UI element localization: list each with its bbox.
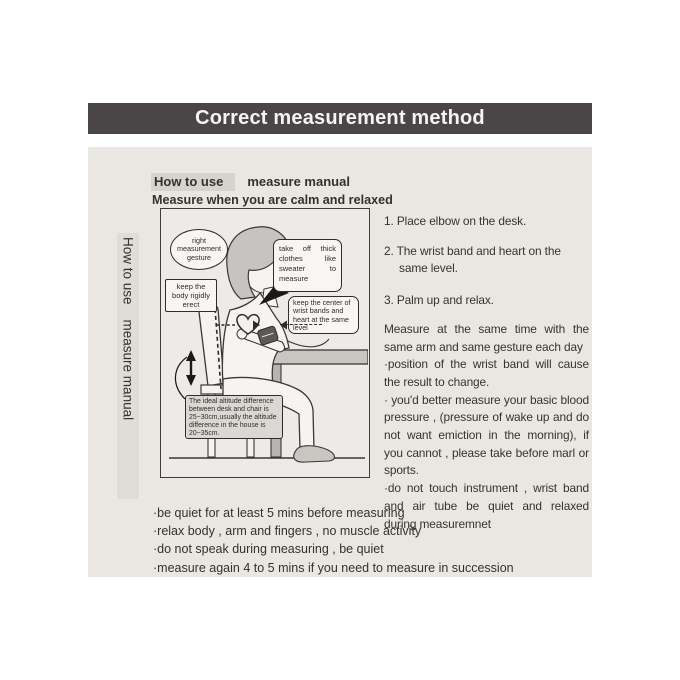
tip-quiet: ·be quiet for at least 5 mins before measuring bbox=[153, 506, 405, 520]
note-position: ·position of the wrist band will cause the result to change. bbox=[384, 357, 589, 389]
content-panel bbox=[88, 147, 592, 577]
wrist-level-bubble: keep the center of wrist bands and heart at the same level bbox=[288, 296, 359, 334]
section-heading-left: How to use bbox=[151, 173, 235, 191]
tip-no-speak: ·do not speak during measuring , be quiet bbox=[153, 542, 384, 557]
footer-tips-list bbox=[153, 504, 591, 577]
instructions-column bbox=[384, 206, 589, 533]
step-1: 1. Place elbow on the desk. bbox=[384, 214, 527, 228]
page-header bbox=[88, 103, 592, 134]
tip-relax: ·relax body , arm and fingers , no muscle activity bbox=[153, 524, 422, 539]
slipper bbox=[294, 446, 335, 462]
section-heading-right: measure manual bbox=[247, 174, 350, 189]
vertical-section-label: How to use measure manual bbox=[117, 233, 139, 499]
page-title: Correct measurement method bbox=[195, 107, 485, 129]
height-arrow bbox=[175, 350, 196, 399]
bubble-leader-line bbox=[288, 339, 329, 347]
step-3: 3. Palm up and relax. bbox=[384, 293, 494, 308]
section-subtitle: Measure when you are calm and relaxed bbox=[152, 193, 393, 207]
gesture-bubble: right measurement gesture bbox=[170, 229, 228, 270]
notes-intro: Measure at the same time with the same arm and same gesture each day bbox=[384, 321, 589, 354]
measurement-illustration bbox=[160, 208, 370, 478]
note-basic-pressure: · you'd better measure your basic blood pressure , (pressure of wake up and do not want emiction in the morning), if you cannot , please take before marl or sports. bbox=[384, 392, 589, 478]
level-dash-tail bbox=[280, 324, 322, 325]
section-heading bbox=[151, 174, 350, 189]
altitude-note-box: The ideal altitude difference between desk and chair is 25~30cm,usually the altitude difference in the house is 20~35cm. bbox=[185, 395, 283, 439]
erect-posture-box: keep the body rigidly erect bbox=[165, 279, 217, 312]
note-no-touch: ·do not touch instrument , wrist band and air tube be quiet and relaxed during measuremnet bbox=[384, 481, 589, 531]
step-2: 2. The wrist band and heart on the same level. bbox=[384, 243, 561, 276]
clothes-bubble: take off thick clothes like sweater to measure bbox=[273, 239, 342, 292]
tip-measure-again: ·measure again 4 to 5 mins if you need to measure in succession bbox=[153, 560, 514, 575]
